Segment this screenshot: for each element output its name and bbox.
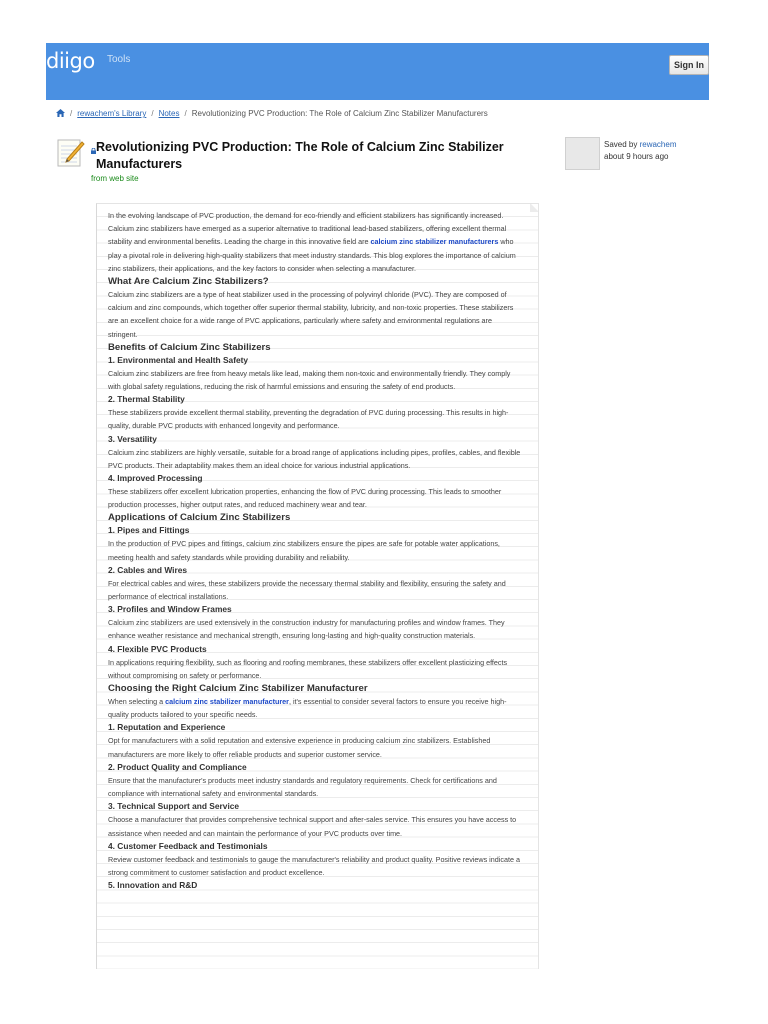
paragraph: Ensure that the manufacturer's products meet industry standards and regulatory requirements. Check for certifications and compliance with international safety and environmental standards. xyxy=(108,775,497,799)
paragraph: Choose a manufacturer that provides comprehensive technical support and after-sales service. This ensures you have access to assistance when needed and can maintain the performance of your PVC products over time. xyxy=(108,815,517,838)
breadcrumb-notes-link[interactable]: Notes xyxy=(158,109,180,118)
paragraph: Opt for manufacturers with a solid reputation and extensive experience in producing calcium zinc stabilizers. Established manufacturers are more likely to offer reliable products and superior customer service. xyxy=(108,736,491,759)
tools-menu[interactable]: Tools xyxy=(107,54,131,65)
subheading: 4. Improved Processing xyxy=(108,473,203,484)
top-bar xyxy=(46,43,709,100)
section-heading: Benefits of Calcium Zinc Stabilizers xyxy=(108,341,271,353)
note-title: Revolutionizing PVC Production: The Role of Calcium Zinc Stabilizer Manufacturers xyxy=(96,140,504,171)
paragraph: These stabilizers provide excellent thermal stability, preventing the degradation of PVC during processing. This results in high-quality, durable PVC products with enhanced longevity and performance. xyxy=(108,408,509,431)
subheading: 1. Pipes and Fittings xyxy=(108,525,190,536)
note-pencil-icon xyxy=(57,138,85,168)
section-heading: Applications of Calcium Zinc Stabilizers xyxy=(108,512,291,524)
source-label: from web site xyxy=(91,174,139,183)
article-body xyxy=(108,209,522,892)
manufacturer-link[interactable]: calcium zinc stabilizer manufacturers xyxy=(370,237,499,247)
saved-time: about 9 hours ago xyxy=(604,152,669,161)
paragraph: In the production of PVC pipes and fittings, calcium zinc stabilizers ensure the pipes are safe for potable water applications, meeting health and safety standards while providing durability and reliability. xyxy=(108,539,500,562)
paragraph: Calcium zinc stabilizers are highly versatile, suitable for a broad range of applications including pipes, profiles, cables, and flexible PVC products. Their adaptability makes them an ideal choice for various industrial applications. xyxy=(108,447,521,470)
paragraph: These stabilizers offer excellent lubrication properties, enhancing the flow of PVC during processing. This leads to smoother production processes, higher output rates, and reduced machinery wear and tear. xyxy=(108,487,502,510)
intro-paragraph: In the evolving landscape of PVC production, the demand for eco-friendly and efficient stabilizers has significantly increased. Calcium zinc stabilizers have emerged as a superior alternative to traditional lead-based stabilizers, offering excellent thermal stability and environmental benefits. Leading the charge in this innovative field are calcium zinc stabilizer manufacturers who play a pivotal role in delivering high-quality stabilizers that meet industry standards. This blog explores the importance of calcium zinc stabilizers, their applications, and the key factors to consider when selecting a manufacturer. xyxy=(108,211,516,273)
manufacturer-link[interactable]: calcium zinc stabilizer manufacturer xyxy=(165,697,289,707)
paragraph: Review customer feedback and testimonials to gauge the manufacturer's reliability and product quality. Positive reviews indicate a strong commitment to customer satisfaction and product excellence. xyxy=(108,854,520,877)
saved-by-user-link[interactable]: rewachem xyxy=(639,140,677,149)
subheading: 5. Innovation and R&D xyxy=(108,880,198,891)
breadcrumb-library-link[interactable]: rewachem's Library xyxy=(77,109,147,118)
paragraph: In applications requiring flexibility, such as flooring and roofing membranes, these stabilizers offer excellent plasticizing effects without compromising on safety or performance. xyxy=(108,657,508,680)
subheading: 1. Reputation and Experience xyxy=(108,722,226,733)
subheading: 2. Product Quality and Compliance xyxy=(108,761,247,772)
section-heading: What Are Calcium Zinc Stabilizers? xyxy=(108,276,269,288)
paragraph: For electrical cables and wires, these stabilizers provide the necessary thermal stability and flexibility, ensuring the safety and performance of electrical installations. xyxy=(108,578,506,602)
subheading: 1. Environmental and Health Safety xyxy=(108,354,249,365)
home-icon[interactable] xyxy=(56,109,65,119)
subheading: 3. Versatility xyxy=(108,433,157,444)
subheading: 4. Customer Feedback and Testimonials xyxy=(108,840,268,851)
saved-by-info xyxy=(604,139,677,163)
sign-in-button[interactable]: Sign In xyxy=(669,55,709,75)
saved-by-prefix: Saved by xyxy=(604,140,638,149)
subheading: 4. Flexible PVC Products xyxy=(108,643,207,654)
breadcrumb: / rewachem's Library / Notes / Revolutionizing PVC Production: The Role of Calcium Zinc Stabilizer Manufacturers xyxy=(56,109,488,119)
section-heading: Choosing the Right Calcium Zinc Stabilizer Manufacturer xyxy=(108,683,368,695)
avatar[interactable] xyxy=(565,137,600,170)
subheading: 2. Thermal Stability xyxy=(108,394,185,405)
note-content-panel xyxy=(96,203,539,969)
subheading: 3. Profiles and Window Frames xyxy=(108,604,232,615)
diigo-logo[interactable]: diigo xyxy=(46,49,95,73)
paragraph: Calcium zinc stabilizers are a type of heat stabilizer used in the processing of polyvinyl chloride (PVC). They are composed of calcium and zinc compounds, which together offer superior thermal stability, lubricity, and non-toxic properties. These stabilizers are an excellent choice for a wide range of PVC applications, particularly where safety and environmental regulations are stringent. xyxy=(108,290,514,339)
subheading: 3. Technical Support and Service xyxy=(108,801,240,812)
paragraph: Calcium zinc stabilizers are free from heavy metals like lead, making them non-toxic and environmentally friendly. They comply with global safety regulations, reducing the risk of harmful emissions and ensuring the safety of end products. xyxy=(108,368,511,392)
breadcrumb-current: Revolutionizing PVC Production: The Role of Calcium Zinc Stabilizer Manufacturers xyxy=(191,109,488,118)
paragraph: When selecting a calcium zinc stabilizer manufacturer, it's essential to consider several factors to ensure you receive high-quality products tailored to your specific needs. xyxy=(108,697,507,720)
subheading: 2. Cables and Wires xyxy=(108,564,188,575)
paragraph: Calcium zinc stabilizers are used extensively in the construction industry for manufacturing profiles and window frames. They enhance weather resistance and mechanical strength, ensuring long-lasting and high-quality construction materials. xyxy=(108,618,505,641)
